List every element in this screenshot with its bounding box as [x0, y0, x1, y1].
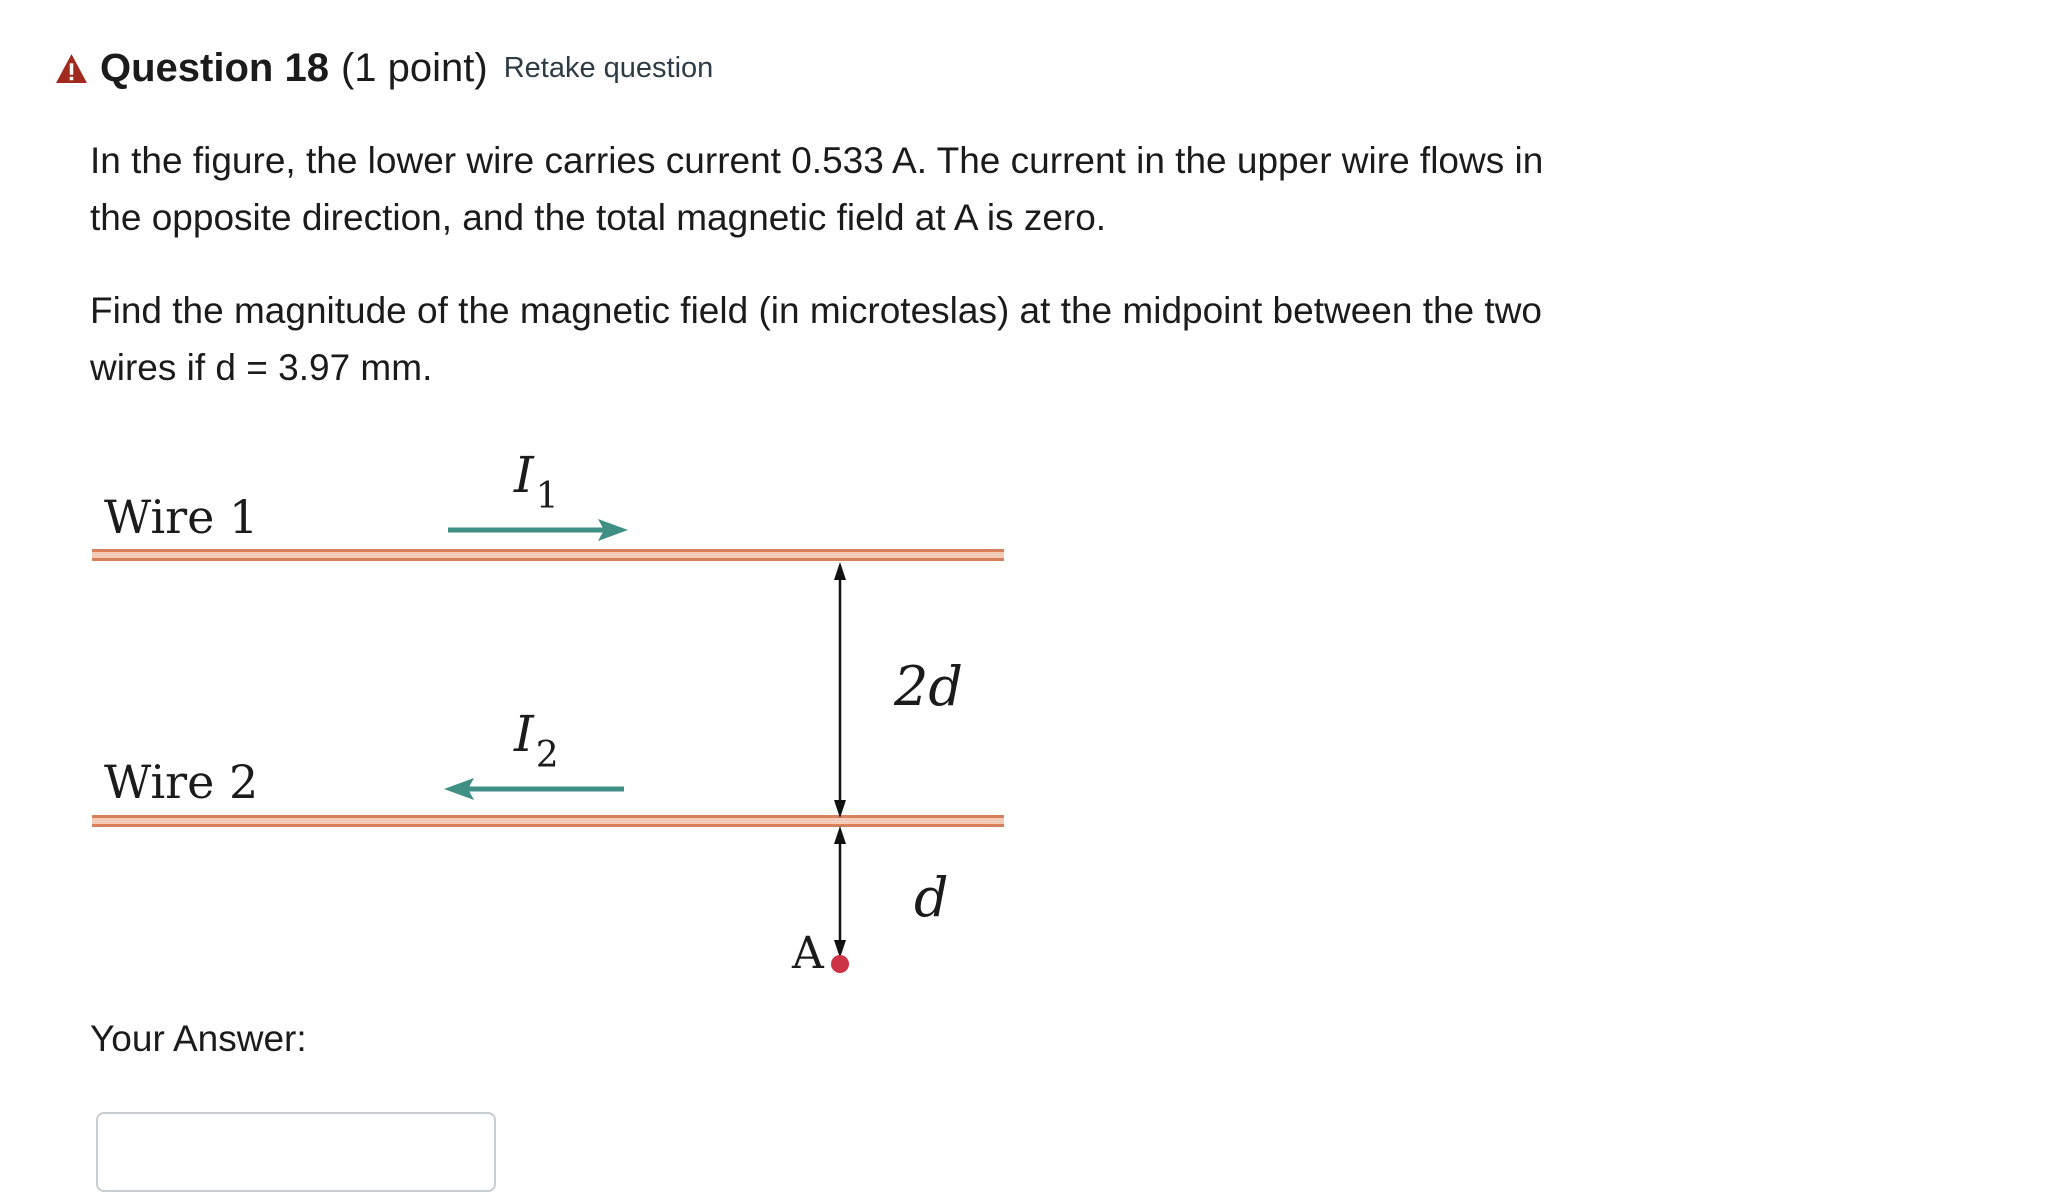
distance-2d-arrow [834, 562, 846, 818]
wire-figure [0, 430, 1020, 990]
distance-d-arrow [834, 826, 846, 958]
question-text-paragraph-1: In the figure, the lower wire carries current 0.533 A. The current in the upper wire flows in the opposite direction, and the total magnetic field at A is zero. [90, 140, 1544, 238]
wire1-label: Wire 1 [104, 490, 259, 544]
retake-question-link[interactable]: Retake question [503, 51, 714, 84]
point-a-label: A [792, 928, 824, 979]
wire1 [92, 549, 1004, 561]
current2-arrow [444, 778, 624, 800]
wire2 [92, 815, 1004, 827]
your-answer-label: Your Answer: [90, 1018, 307, 1059]
question-header [55, 38, 713, 98]
distance-d-label: d [914, 866, 949, 929]
current1-arrow [448, 519, 628, 541]
question-points: (1 point) [340, 45, 488, 90]
current2-label: $I_2$ [514, 705, 559, 776]
answer-input[interactable] [96, 1112, 496, 1192]
wire2-label: Wire 2 [104, 755, 259, 809]
current1-label: $I_1$ [514, 446, 559, 517]
distance-2d-label: 2d [894, 655, 963, 718]
point-a-marker [831, 955, 849, 973]
warning-icon [55, 52, 88, 85]
question-text-paragraph-2: Find the magnitude of the magnetic field (in microteslas) at the midpoint between the two wires if d = 3.97 mm. [90, 290, 1542, 388]
question-title: Question 18 [100, 45, 329, 90]
